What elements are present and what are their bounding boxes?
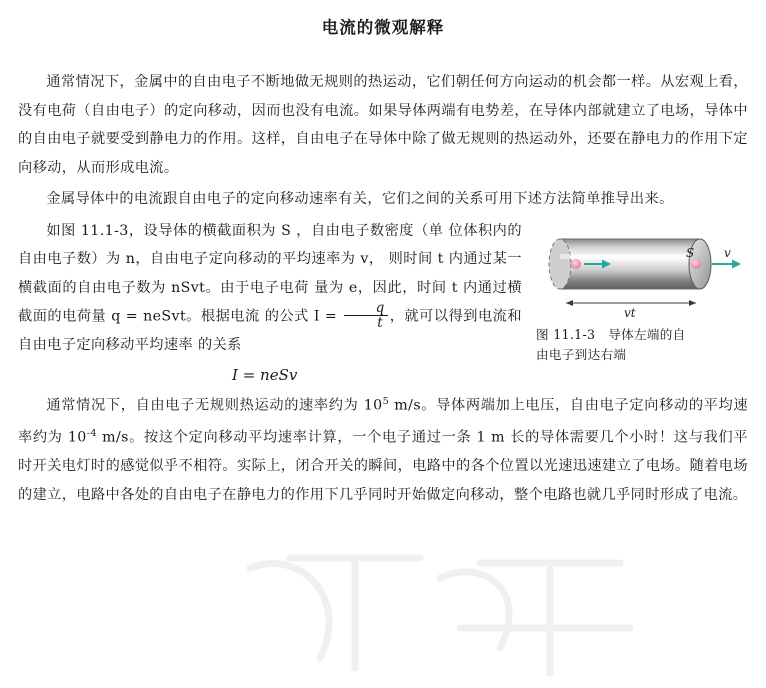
figure-label-vt: vt: [624, 305, 636, 319]
figure-11-1-3: [536, 223, 748, 365]
last-text-a: 通常情况下，自由电子无规则热运动的速率约为 10: [46, 397, 383, 414]
derivation-line-5a: 的公式 I =: [264, 308, 343, 325]
fraction-denominator: t: [344, 315, 387, 330]
exponent-minus-4: -4: [86, 428, 97, 440]
page-title: 电流的微观解释: [321, 18, 445, 37]
figure-caption-line-1: 图 11.1-3 导体左端的自: [536, 326, 686, 342]
document-body: [18, 68, 748, 512]
last-text-b: m/s。导体两端加上电压，自由电子定向移动的平均速率约为 10: [18, 397, 748, 446]
last-text-c: m/s。按这个定向移动平均速率计算，一个电子通过一条 1 m 长的导体需要几个小时！这与我们平时开关电灯时的感觉似乎不相符。实际上，闭合开关的瞬间，电路中的各个位置以光速迅速建立了电场。随着电场的建立，电路中各处的自由电子在静电力的作用下几乎同时开始做定向移动，整个电路也就几乎同时形成了电流。: [18, 429, 748, 503]
derivation-line-2: 位体积内的自由电子数）为 n，自由电子定向移动的平均速率为 v，: [18, 222, 522, 267]
derivation-line-6: 的关系: [197, 337, 242, 354]
paragraph-2: 金属导体中的电流跟自由电子的定向移动速率有关，它们之间的关系可用下述方法简单推导出来。: [46, 191, 674, 207]
figure-label-v: v: [724, 245, 731, 260]
derivation-line-1: 如图 11.1-3，设导体的横截面积为 S ，自由电子数密度（单: [46, 222, 444, 239]
fraction-q-over-t: [344, 301, 387, 330]
figure-image: [536, 223, 748, 319]
document-page: [0, 14, 766, 658]
fraction-numerator: q: [375, 300, 385, 316]
derivation-line-3: 则时间 t 内通过某一横截面的自由电子数为 nSvt。由于电子电荷: [18, 251, 522, 296]
formula-current: I = neSv: [232, 365, 298, 384]
derivation-line-4: 量为 e，因此，时间 t 内通过横截面的电荷量 q = neSvt。根据电流: [18, 279, 522, 325]
figure-caption-line-2: 由电子到达右端: [536, 346, 627, 362]
derivation-line-5b: ，就可以得到电流和自由电子定向移动平均速率: [18, 308, 522, 354]
exponent-5: 5: [382, 395, 390, 407]
paragraph-1: 通常情况下，金属中的自由电子不断地做无规则的热运动，它们朝任何方向运动的机会都一样。从宏观上看，没有电荷（自由电子）的定向移动，因而也没有电流。如果导体两端有电势差，在导体内部就建立了电场，导体中的自由电子就要受到静电力的作用。这样，自由电子在导体中除了做无规则的热运动外，还要在静电力的作用下定向移动，从而形成电流。: [18, 74, 748, 176]
paragraph-last: [18, 388, 748, 509]
cylinder-diagram: [536, 223, 748, 319]
figure-label-S: S: [686, 245, 695, 260]
watermark: [230, 538, 650, 688]
